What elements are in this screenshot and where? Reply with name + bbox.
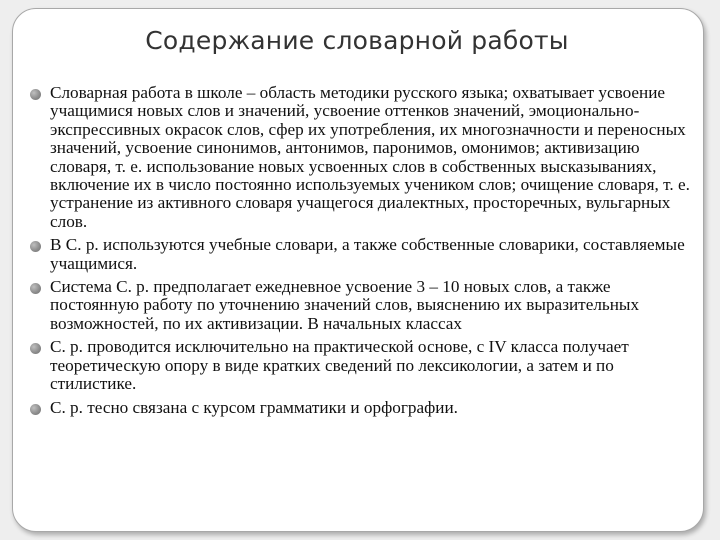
slide-title: Содержание словарной работы xyxy=(145,26,569,55)
list-item-text: Словарная работа в школе – область методики русского языка; охватывает усвоение учащимися новых слов и значений, усвоение оттенков значений, эмоционально-экспрессивных окрасок слов, сфер их употребления, их многозначности и переносных значений, усвоение синонимов, антонимов, паронимов, омонимов; активизацию словаря, т. е. использование новых усвоенных слов в собственных высказываниях, включение их в число постоянно используемых учеником слов; очищение словаря, т. е. устранение из активного словаря учащегося диалектных, просторечных, вульгарных слов. xyxy=(50,83,690,231)
list-item xyxy=(30,84,698,231)
bullet-icon xyxy=(30,89,41,100)
list-item xyxy=(30,278,698,333)
list-item-text: Система С. р. предполагает ежедневное усвоение 3 – 10 новых слов, а также постоянную работу по уточнению значений слов, выяснению их выразительных возможностей, по их активизации. В начальных классах xyxy=(50,277,640,333)
list-item xyxy=(30,399,698,417)
list-item xyxy=(30,338,698,393)
bullet-list xyxy=(30,84,698,422)
bullet-icon xyxy=(30,343,41,354)
list-item-text: В С. р. используются учебные словари, а также собственные словарики, составляемые учащимися. xyxy=(50,235,685,273)
list-item-text: С. р. тесно связана с курсом грамматики и орфографии. xyxy=(50,397,458,417)
bullet-icon xyxy=(30,283,41,294)
bullet-icon xyxy=(30,241,41,252)
bullet-icon xyxy=(30,404,41,415)
list-item-text: С. р. проводится исключительно на практической основе, с IV класса получает теоретическую опору в виде кратких сведений по лексикологии, а затем и по стилистике. xyxy=(50,337,629,394)
list-item xyxy=(30,236,698,273)
